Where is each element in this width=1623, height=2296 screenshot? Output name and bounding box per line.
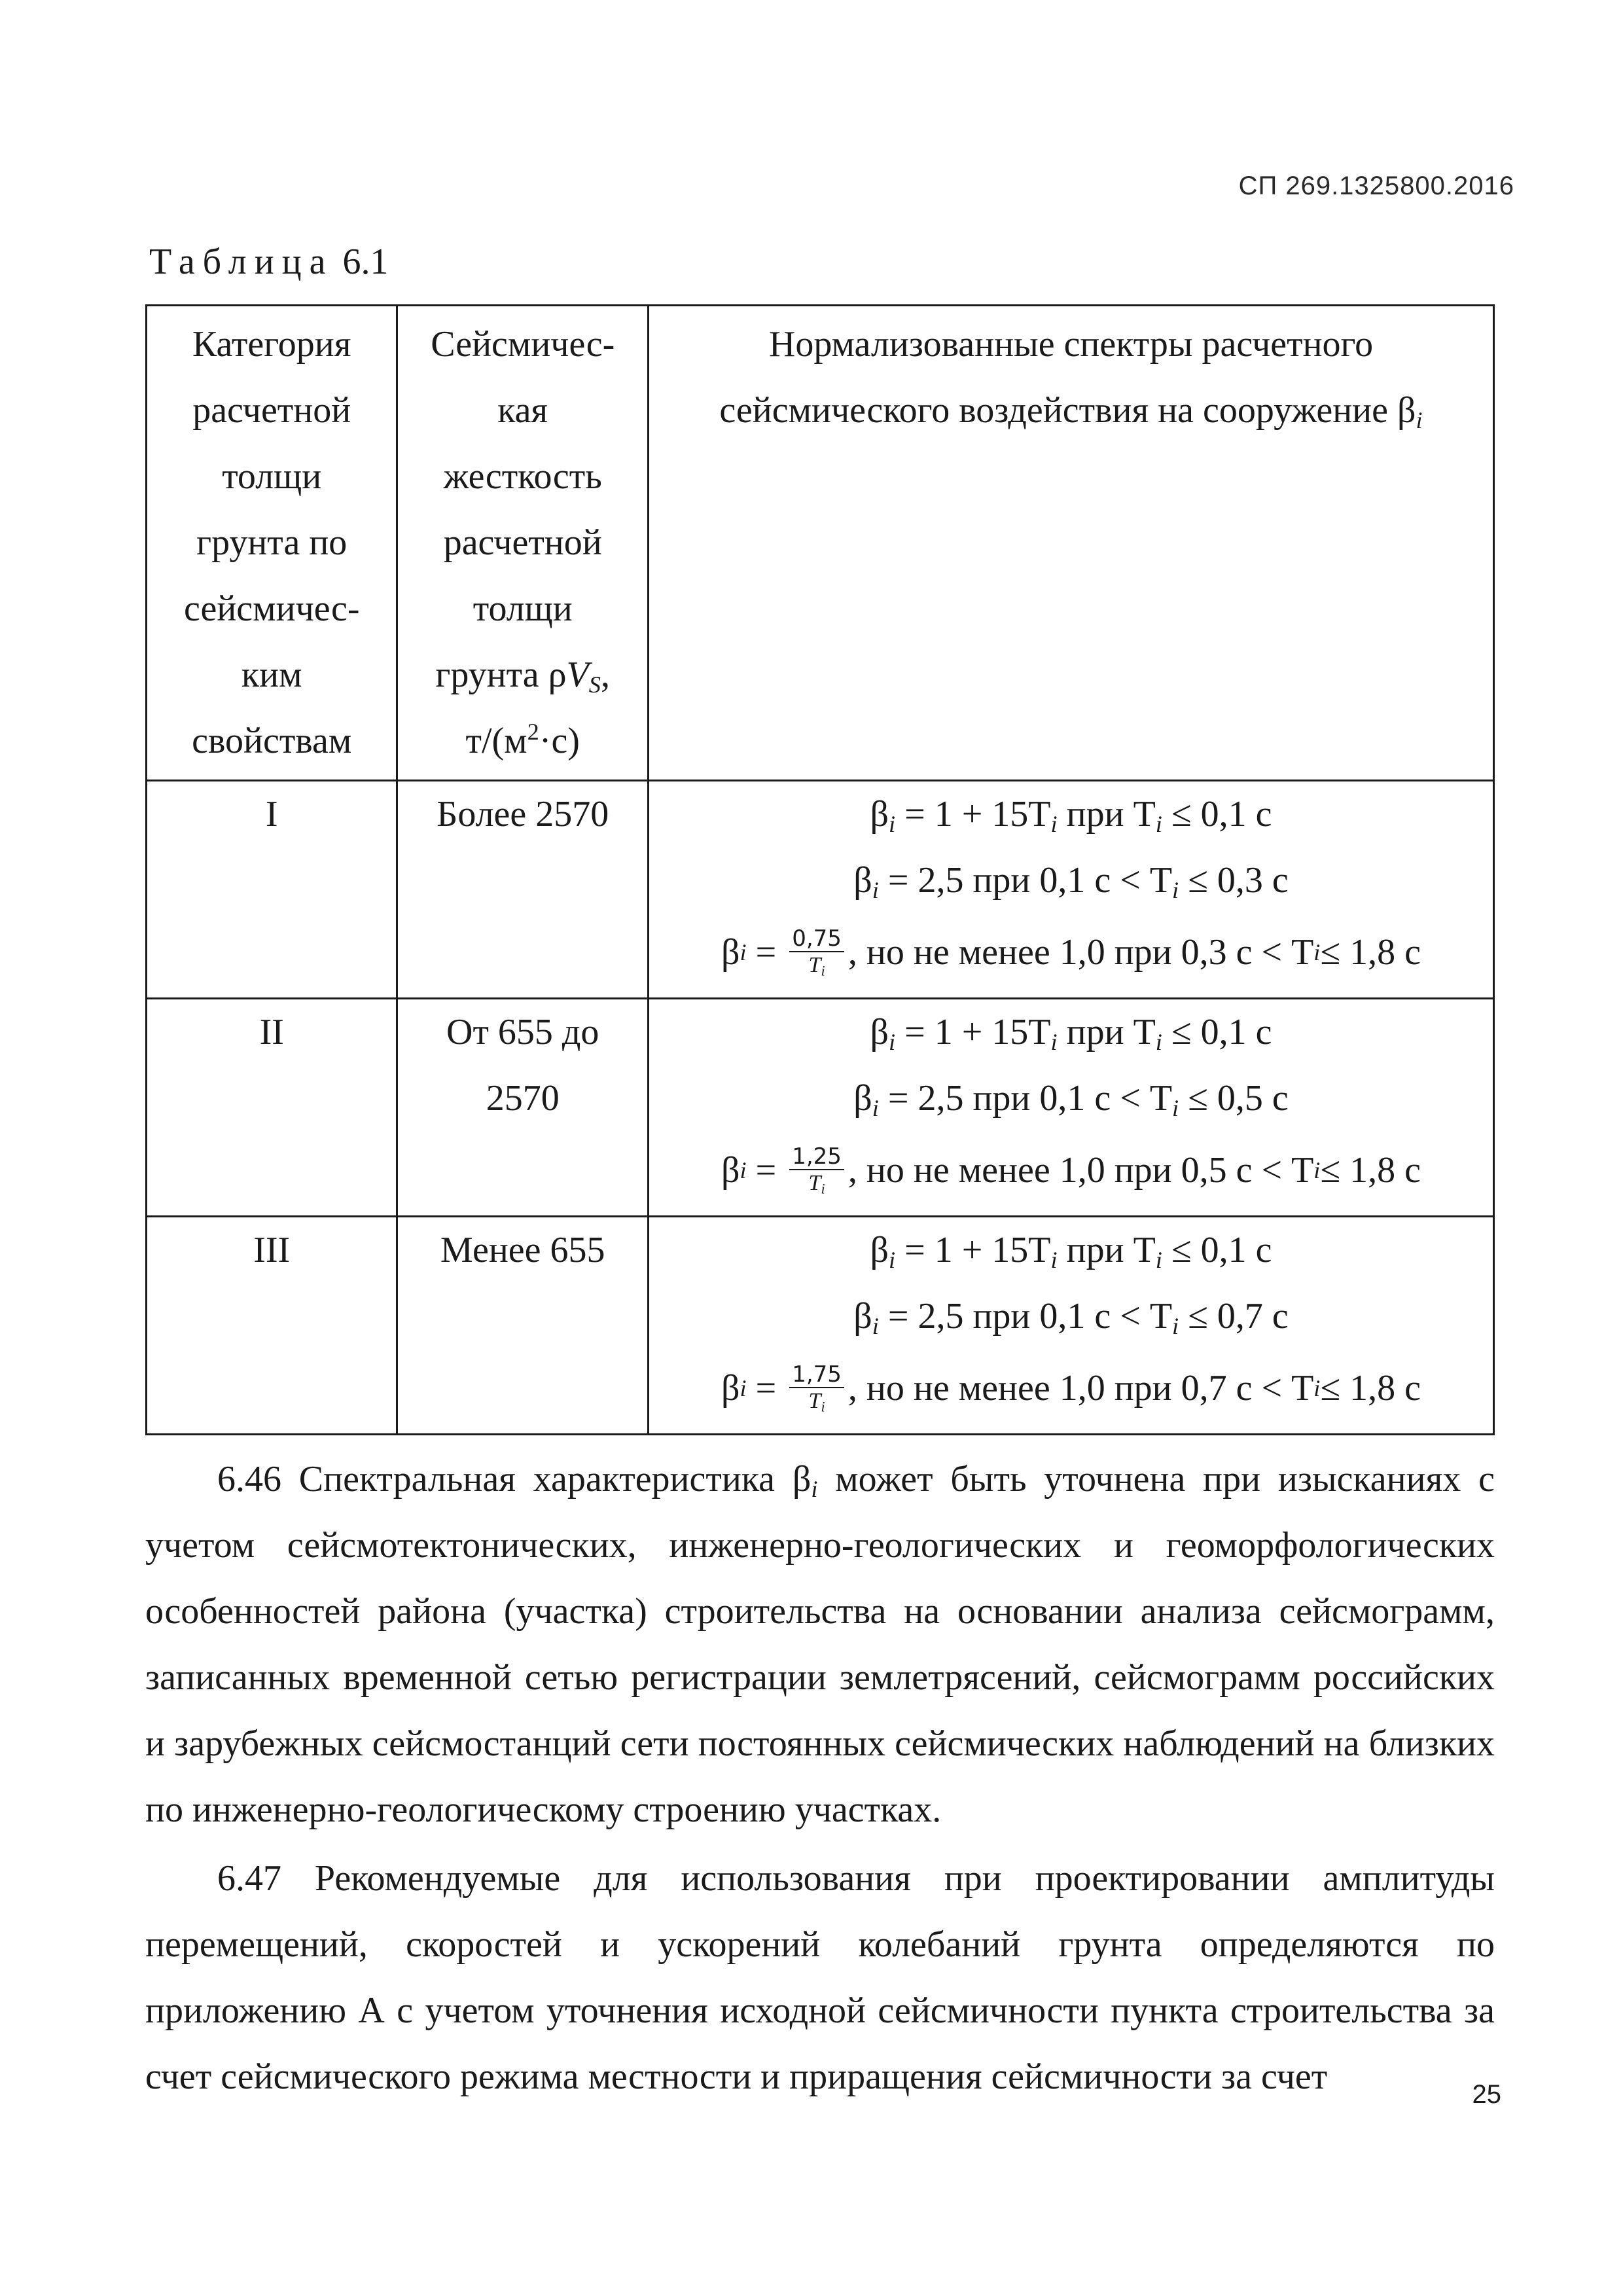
formula-linear: $\beta_i = 1 + 15T_i$ при $T_i \le 0,1$ с [870,1012,1272,1056]
header-spectra-line-1: Нормализованные спектры расчетного [768,324,1374,365]
fraction-denominator: $T_i$ [808,953,825,979]
header-category-line: сейсмичес- [183,588,360,629]
formula-plateau: $\beta_i = 2,5$ при 0,1 $с < T_i \le 0,3$ с [853,860,1289,904]
fraction [789,927,844,977]
paragraph-6-47-number: 6.47 [217,1858,281,1899]
fraction-denominator: $T_i$ [808,1171,825,1197]
header-stiffness-line: Сейсмичес- [431,324,615,365]
formula-plateau: $\beta_i = 2,5$ при 0,1 $с < T_i \le 0,5$ с [853,1078,1289,1122]
table-header-row [147,306,1494,781]
spectra-cell [649,999,1494,1217]
header-stiffness-line: толщи [473,588,573,629]
spectra-cell [649,781,1494,999]
formula-plateau: $\beta_i = 2,5$ при 0,1 $с < T_i \le 0,7$ с [853,1296,1289,1340]
fraction-denominator: $T_i$ [808,1389,825,1415]
header-stiffness-line: жесткость [443,456,602,497]
table-caption-word: Таблица [149,242,334,282]
category-cell [147,1217,397,1435]
spectra-table [145,304,1495,1435]
header-category-line: расчетной [192,390,351,431]
header-stiffness-line: грунта $\rho V_S$, [435,655,610,698]
stiffness-value: Менее 655 [440,1230,605,1270]
fraction [789,1143,844,1197]
formula-linear: $\beta_i = 1 + 15T_i$ при $T_i \le 0,1$ с [870,794,1272,838]
stiffness-cell [397,999,649,1217]
stiffness-value: 2570 [486,1078,560,1119]
header-category-line: толщи [222,456,322,497]
stiffness-value: Более 2570 [437,794,609,834]
table-row [147,999,1494,1217]
header-category-line: Категория [192,324,351,365]
header-stiffness-unit: $т/(м^2\cdot с)$ [465,718,580,761]
category-cell [147,781,397,999]
category-cell [147,999,397,1217]
header-stiffness-line: расчетной [443,522,602,563]
formula-decay: β i = $\frac{1,75}{T_i}$ , но не менее 1,0 при 0,7 с < T i ≤ 1,8 с [721,1361,1421,1415]
formula-decay: β i = $\frac{1,25}{T_i}$ , но не менее 1,0 при 0,5 с < T i ≤ 1,8 с [721,1143,1421,1197]
header-category-line: грунта по [196,522,348,563]
spectra-cell [649,1217,1494,1435]
header-stiffness [397,306,649,781]
document-code: СП 269.1325800.2016 [1238,171,1514,200]
header-spectra [649,306,1494,781]
header-spectra-line-2: сейсмического воздействия на сооружение $\beta_i$ [719,390,1423,434]
page-number: 25 [1472,2080,1501,2109]
category-value: I [265,794,278,834]
header-stiffness-line: кая [497,390,548,431]
paragraph-6-47: 6.47 Рекомендуемые для использования при проектировании амплитуды перемещений, скоростей и ускорений колебаний грунта определяются по приложению А с учетом уточнения исходной сейсмичности пункта строительства за счет сейсмического режима местности и приращения сейсмичности за счет [145,1858,1495,2097]
paragraph-6-46: 6.46 Спектральная характеристика $\beta_i$ может быть уточнена при изысканиях с учетом сейсмотектонических, инженерно-геологических и геоморфологических особенностей района (участка) строительства на основании анализа сейсмограмм, записанных временной сетью регистрации землетрясений, сейсмограмм российских и зарубежных сейсмостанций сети постоянных сейсмических наблюдений на близких по инженерно-геологическому строению участках. [145,1459,1495,1830]
category-value: III [253,1230,291,1270]
header-category-line: ким [241,655,302,695]
stiffness-cell [397,781,649,999]
table-row [147,1217,1494,1435]
table-caption-number: 6.1 [342,242,389,282]
formula-decay: β i = $\frac{0,75}{T_i}$ , но не менее 1,0 при 0,3 с < T i ≤ 1,8 с [721,925,1421,979]
stiffness-cell [397,1217,649,1435]
table-caption [149,241,389,283]
header-category [147,306,397,781]
fraction-numerator: 0,75 [789,927,844,952]
table-row [147,781,1494,999]
category-value: II [259,1012,284,1052]
header-category-line: свойствам [192,721,352,761]
fraction [789,1361,844,1415]
formula-linear: $\beta_i = 1 + 15T_i$ при $T_i \le 0,1$ с [870,1230,1272,1274]
fraction-numerator: 1,75 [789,1363,844,1388]
paragraph-6-46-number: 6.46 [217,1459,281,1499]
stiffness-value: От 655 до [446,1012,599,1052]
fraction-numerator: 1,25 [789,1145,844,1170]
